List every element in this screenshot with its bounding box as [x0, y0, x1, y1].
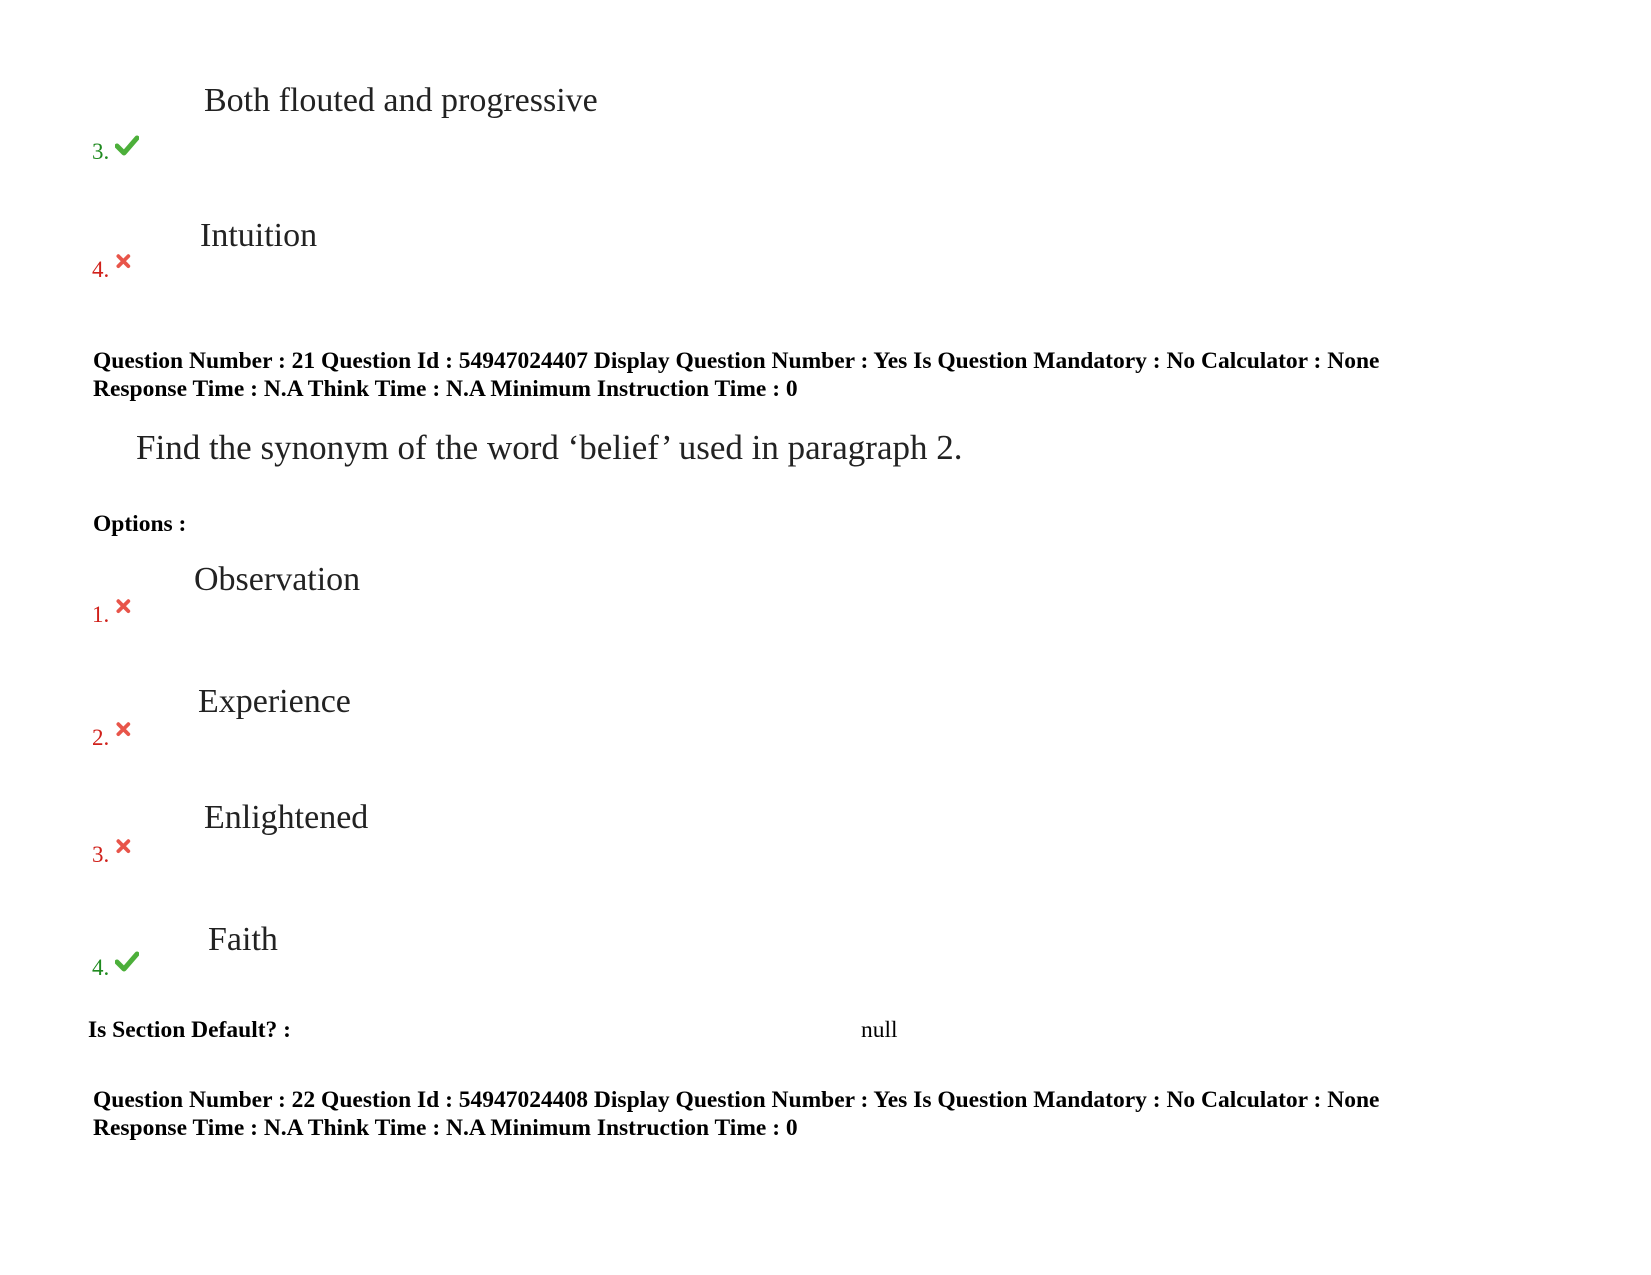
section-default-value: null: [861, 1017, 898, 1043]
option-number: [92, 956, 139, 979]
question-meta: [93, 347, 1379, 403]
option-number: [92, 726, 135, 749]
option-text: Experience: [198, 683, 351, 720]
option-number-label: 4.: [92, 257, 110, 282]
option-number-label: 3.: [92, 842, 110, 867]
cross-icon: [115, 720, 135, 740]
option-text: Faith: [208, 921, 278, 958]
section-default-label: Is Section Default? :: [88, 1017, 291, 1043]
option-number-label: 2.: [92, 725, 110, 750]
option-number: [92, 603, 135, 626]
option-number: [92, 258, 135, 281]
check-icon: [115, 950, 139, 972]
question-text: Find the synonym of the word ‘belief’ used in paragraph 2.: [136, 428, 963, 467]
question-meta: [93, 1086, 1379, 1142]
option-number-label: 3.: [92, 139, 110, 164]
option-text: Both flouted and progressive: [204, 82, 598, 119]
option-text: Observation: [194, 561, 361, 598]
options-label: Options :: [93, 511, 187, 537]
question-meta-line1: Question Number : 22 Question Id : 54947024408 Display Question Number : Yes Is Question Mandatory : No Calculator : None: [93, 1087, 1380, 1113]
cross-icon: [115, 252, 135, 272]
cross-icon: [115, 837, 135, 857]
option-number: [92, 843, 135, 866]
question-meta-line1: Question Number : 21 Question Id : 54947024407 Display Question Number : Yes Is Question Mandatory : No Calculator : None: [93, 348, 1380, 374]
option-number: [92, 140, 139, 163]
cross-icon: [115, 597, 135, 617]
option-text: Enlightened: [204, 799, 369, 836]
option-text: Intuition: [200, 217, 318, 254]
option-number-label: 1.: [92, 602, 110, 627]
question-meta-line2: Response Time : N.A Think Time : N.A Minimum Instruction Time : 0: [93, 376, 798, 402]
option-number-label: 4.: [92, 955, 110, 980]
question-meta-line2: Response Time : N.A Think Time : N.A Minimum Instruction Time : 0: [93, 1115, 798, 1141]
check-icon: [115, 134, 139, 156]
